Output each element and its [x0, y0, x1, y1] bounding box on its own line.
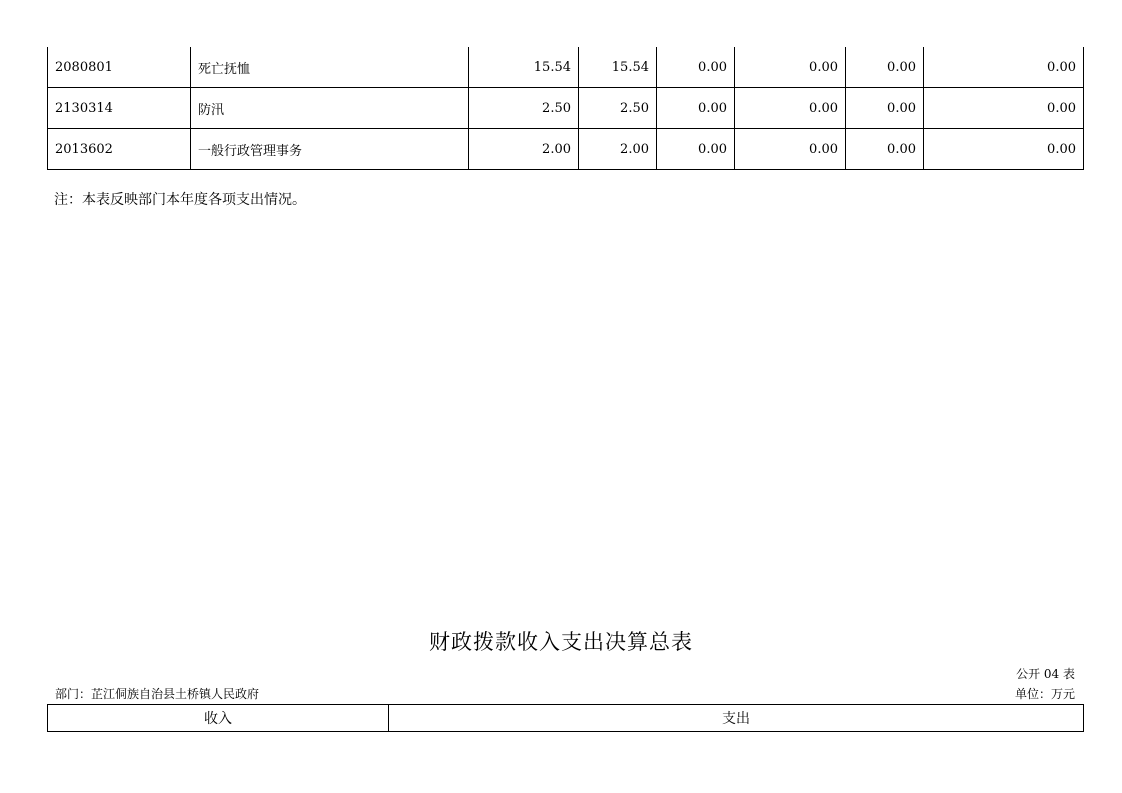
unit-label: 单位：万元 — [1014, 687, 1075, 701]
expense-header: 支出 — [389, 705, 1084, 732]
value-cell: 0.00 — [735, 88, 846, 129]
table-header-row — [48, 705, 1084, 732]
value-cell: 0.00 — [924, 47, 1084, 88]
subject-code: 2013602 — [48, 129, 191, 170]
expense-detail-table — [47, 47, 1084, 170]
summary-table-header — [47, 704, 1084, 732]
page-title: 财政拨款收入支出决算总表 — [429, 630, 693, 654]
subject-name: 一般行政管理事务 — [191, 129, 469, 170]
table-row — [48, 129, 1084, 170]
value-cell: 0.00 — [846, 88, 924, 129]
table-row — [48, 47, 1084, 88]
subject-name: 防汛 — [191, 88, 469, 129]
value-cell: 0.00 — [846, 129, 924, 170]
table-note: 注：本表反映部门本年度各项支出情况。 — [54, 192, 306, 208]
value-cell: 15.54 — [579, 47, 657, 88]
value-cell: 2.50 — [469, 88, 579, 129]
value-cell: 2.00 — [469, 129, 579, 170]
subject-code: 2130314 — [48, 88, 191, 129]
value-cell: 0.00 — [846, 47, 924, 88]
value-cell: 0.00 — [924, 88, 1084, 129]
value-cell: 0.00 — [657, 88, 735, 129]
value-cell: 15.54 — [469, 47, 579, 88]
value-cell: 2.00 — [579, 129, 657, 170]
value-cell: 0.00 — [924, 129, 1084, 170]
value-cell: 2.50 — [579, 88, 657, 129]
subject-code: 2080801 — [48, 47, 191, 88]
table-row — [48, 88, 1084, 129]
value-cell: 0.00 — [735, 47, 846, 88]
value-cell: 0.00 — [657, 129, 735, 170]
subject-name: 死亡抚恤 — [191, 47, 469, 88]
income-header: 收入 — [48, 705, 389, 732]
form-number: 公开 04 表 — [1016, 667, 1075, 681]
department-label: 部门：芷江侗族自治县土桥镇人民政府 — [55, 687, 260, 701]
value-cell: 0.00 — [657, 47, 735, 88]
value-cell: 0.00 — [735, 129, 846, 170]
